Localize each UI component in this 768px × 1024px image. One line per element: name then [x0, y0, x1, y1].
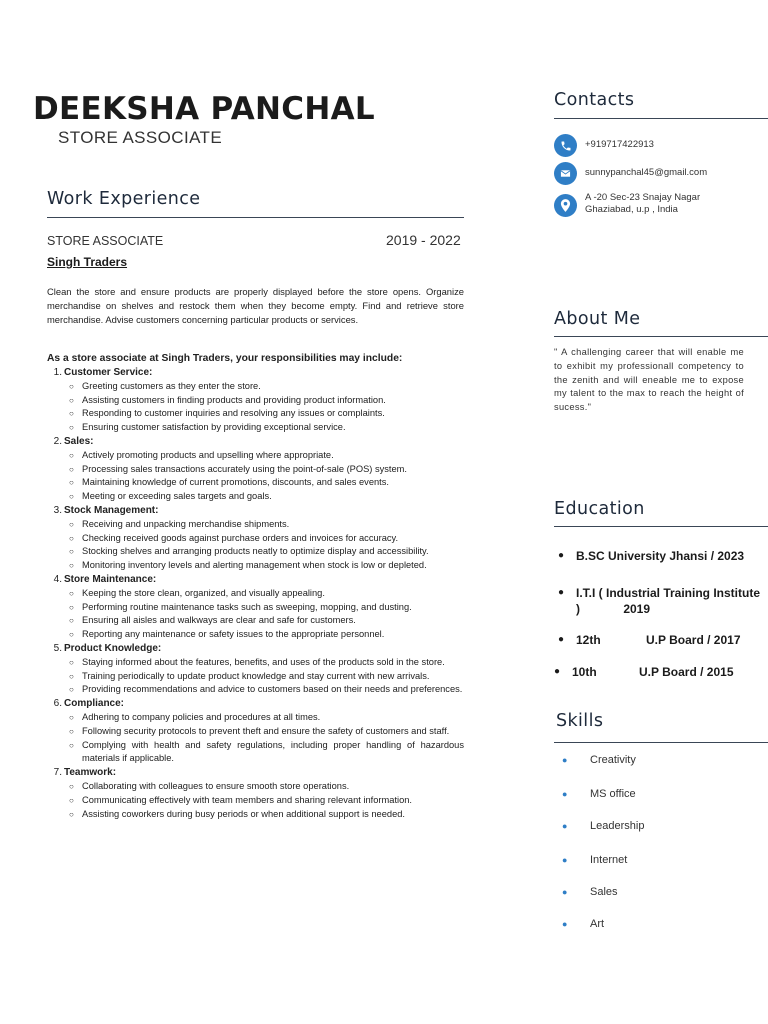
responsibility-item	[47, 394, 464, 408]
responsibility-text: Responding to customer inquiries and resolving any issues or complaints.	[82, 408, 385, 419]
responsibility-item	[47, 808, 464, 822]
responsibility-item	[47, 490, 464, 504]
circle-bullet-icon: ○	[69, 809, 74, 819]
skill-item	[562, 886, 618, 898]
email-address[interactable]: sunnypanchal45@gmail.com	[585, 167, 708, 178]
responsibility-item	[47, 421, 464, 435]
responsibility-item	[47, 725, 464, 739]
skill-name: Sales	[590, 886, 618, 898]
about-line: sucess."	[554, 402, 592, 413]
circle-bullet-icon: ○	[69, 561, 74, 571]
skill-bullet-icon: ●	[562, 855, 568, 865]
work-experience-heading: Work Experience	[47, 189, 201, 209]
about-heading: About Me	[554, 309, 641, 329]
address-text	[585, 192, 700, 215]
education-rule	[554, 526, 768, 527]
responsibility-text: Meeting or exceeding sales targets and goals.	[82, 491, 272, 502]
location-pin-icon	[554, 194, 577, 217]
circle-bullet-icon: ○	[69, 409, 74, 419]
about-rule	[554, 336, 768, 337]
responsibility-category	[47, 435, 464, 449]
skill-bullet-icon: ●	[562, 887, 568, 897]
category-name: Compliance:	[64, 698, 125, 710]
category-number: 6.	[53, 698, 62, 710]
category-number: 1.	[53, 367, 62, 378]
responsibility-item	[47, 380, 464, 394]
responsibility-item	[47, 518, 464, 532]
skill-bullet-icon: ●	[562, 789, 568, 799]
circle-bullet-icon: ○	[69, 630, 74, 640]
responsibility-text: Greeting customers as they enter the store.	[82, 380, 261, 391]
contact-phone	[554, 134, 754, 157]
category-name: Teamwork:	[64, 767, 117, 779]
circle-bullet-icon: ○	[69, 492, 74, 502]
responsibility-text: Checking received goods against purchase orders and invoices for accuracy.	[82, 532, 399, 543]
skill-name: Leadership	[590, 820, 645, 832]
skill-name: Internet	[590, 854, 628, 866]
skill-item	[562, 854, 627, 866]
circle-bullet-icon: ○	[69, 547, 74, 557]
responsibilities-intro: As a store associate at Singh Traders, your responsibilities may include:	[47, 353, 403, 364]
education-item	[558, 632, 764, 648]
circle-bullet-icon: ○	[69, 657, 74, 667]
responsibility-text: Keeping the store clean, organized, and visually appealing.	[82, 587, 325, 598]
responsibility-text: Communicating effectively with team members and sharing relevant information.	[82, 794, 413, 805]
responsibility-text: Ensuring all aisles and walkways are clear and safe for customers.	[82, 615, 356, 626]
responsibility-item	[47, 559, 464, 573]
circle-bullet-icon: ○	[69, 602, 74, 612]
skill-item	[562, 820, 644, 832]
circle-bullet-icon: ○	[69, 423, 74, 433]
circle-bullet-icon: ○	[69, 450, 74, 460]
phone-icon	[554, 134, 577, 157]
responsibility-text: Assisting customers in finding products and providing product information.	[82, 394, 386, 405]
responsibility-category	[47, 697, 464, 711]
circle-bullet-icon: ○	[69, 381, 74, 391]
education-level: 10th	[572, 665, 597, 679]
circle-bullet-icon: ○	[69, 478, 74, 488]
responsibilities	[47, 352, 464, 821]
category-name: Customer Service:	[64, 367, 153, 378]
category-name: Product Knowledge:	[64, 642, 162, 654]
skill-item	[562, 788, 636, 800]
education-degree: B.SC University Jhansi / 2023	[576, 549, 745, 563]
skill-item	[562, 754, 636, 766]
education-board: U.P Board / 2015	[639, 665, 734, 679]
contact-address	[554, 194, 754, 217]
education-item	[554, 664, 760, 680]
responsibility-item	[47, 476, 464, 490]
responsibility-text: Receiving and unpacking merchandise shipments.	[82, 518, 290, 529]
responsibility-item	[47, 739, 464, 767]
skill-name: Art	[590, 918, 605, 930]
responsibility-text: Monitoring inventory levels and alerting management when stock is low or depleted.	[82, 560, 427, 571]
responsibility-category	[47, 366, 464, 380]
circle-bullet-icon: ○	[69, 395, 74, 405]
skills-heading: Skills	[556, 711, 604, 731]
bullet-icon: ●	[558, 634, 565, 645]
about-text	[554, 346, 744, 415]
circle-bullet-icon: ○	[69, 712, 74, 722]
responsibility-item	[47, 601, 464, 615]
responsibility-item	[47, 711, 464, 725]
candidate-name: DEEKSHA PANCHAL	[33, 91, 375, 127]
circle-bullet-icon: ○	[69, 588, 74, 598]
category-name: Sales:	[64, 435, 94, 447]
responsibility-category	[47, 573, 464, 587]
circle-bullet-icon: ○	[69, 740, 74, 750]
skill-item	[562, 918, 604, 930]
responsibility-text: Collaborating with colleagues to ensure smooth store operations.	[82, 780, 350, 791]
education-board: U.P Board / 2017	[646, 633, 741, 647]
responsibility-text: Ensuring customer satisfaction by providing exceptional service.	[82, 422, 346, 433]
education-degree: I.T.I ( Industrial Training Institute	[576, 586, 761, 600]
responsibility-item	[47, 683, 464, 697]
circle-bullet-icon: ○	[69, 616, 74, 626]
responsibility-category	[47, 504, 464, 518]
skill-name: Creativity	[590, 754, 636, 766]
address-line-1: A -20 Sec-23 Snajay Nagar	[585, 192, 701, 203]
responsibility-text: Staying informed about the features, benefits, and uses of the products sold in the store.	[82, 656, 445, 667]
responsibility-text: Stocking shelves and arranging products neatly to optimize display and accessibility.	[82, 546, 429, 557]
circle-bullet-icon: ○	[69, 795, 74, 805]
responsibility-category	[47, 642, 464, 656]
contacts-rule	[554, 118, 768, 119]
responsibility-item	[47, 614, 464, 628]
responsibility-text: Providing recommendations and advice to customers based on their needs and preferences.	[82, 684, 463, 695]
contacts-heading: Contacts	[554, 90, 635, 110]
job-title: STORE ASSOCIATE	[47, 234, 164, 248]
address-line-2: Ghaziabad, u.p , India	[585, 203, 678, 215]
circle-bullet-icon: ○	[69, 781, 74, 791]
responsibility-item	[47, 407, 464, 421]
responsibility-categories	[47, 366, 464, 821]
circle-bullet-icon: ○	[69, 519, 74, 529]
responsibility-text: Assisting coworkers during busy periods or when additional support is needed.	[82, 808, 405, 819]
category-name: Stock Management:	[64, 504, 159, 516]
responsibility-item	[47, 794, 464, 808]
responsibility-item	[47, 628, 464, 642]
skill-bullet-icon: ●	[562, 755, 568, 765]
responsibility-text: Reporting any maintenance or safety issues to the appropriate personnel.	[82, 629, 385, 640]
responsibility-text: Actively promoting products and upselling where appropriate.	[82, 449, 334, 460]
email-icon	[554, 162, 577, 185]
circle-bullet-icon: ○	[69, 685, 74, 695]
circle-bullet-icon: ○	[69, 726, 74, 736]
phone-number[interactable]: +919717422913	[585, 139, 654, 150]
about-line: me to expose my talent to the max to reach the height of	[554, 374, 744, 399]
education-year: ) 2019	[576, 602, 651, 616]
education-level: 12th	[576, 633, 601, 647]
responsibility-item	[47, 545, 464, 559]
responsibility-text: Following security protocols to prevent theft and ensure the safety of customers and staff.	[82, 725, 450, 736]
responsibility-text: Performing routine maintenance tasks such as sweeping, mopping, and dusting.	[82, 601, 412, 612]
job-years: 2019 - 2022	[386, 232, 461, 248]
education-item	[558, 585, 764, 617]
responsibility-item	[47, 780, 464, 794]
category-number: 3.	[53, 504, 62, 516]
job-summary: Clean the store and ensure products are properly displayed before the store opens. Organize merchandise on shelves and restock them when they become empty. Find and retrieve store merchandise. Advise customers concerning particular products or services.	[47, 286, 464, 325]
category-name: Store Maintenance:	[64, 573, 157, 585]
responsibility-text: Processing sales transactions accurately using the point-of-sale (POS) system.	[82, 463, 408, 474]
responsibility-item	[47, 587, 464, 601]
responsibility-item	[47, 449, 464, 463]
circle-bullet-icon: ○	[69, 464, 74, 474]
category-number: 4.	[53, 573, 62, 585]
bullet-icon: ●	[558, 587, 565, 598]
about-line: " A challenging career that will enable me to exhibit my	[554, 347, 744, 371]
education-item	[558, 548, 764, 564]
responsibility-text: Complying with health and safety regulations, including proper handling of hazardous materials if applicable.	[82, 739, 464, 764]
responsibility-text: Maintaining knowledge of current promotions, discounts, and sales events.	[82, 477, 389, 488]
responsibility-item	[47, 656, 464, 670]
responsibility-text: Training periodically to update product knowledge and stay current with new arrivals.	[82, 670, 430, 681]
category-number: 7.	[53, 767, 62, 779]
responsibility-text: Adhering to company policies and procedures at all times.	[82, 711, 321, 722]
contact-email	[554, 162, 754, 185]
about-line: professionall competency to the zenith and will eneable	[554, 360, 744, 385]
category-number: 5.	[53, 642, 62, 654]
skills-rule	[554, 742, 768, 743]
skill-name: MS office	[590, 788, 636, 800]
responsibility-category	[47, 766, 464, 780]
circle-bullet-icon: ○	[69, 533, 74, 543]
category-number: 2.	[53, 435, 62, 447]
skill-bullet-icon: ●	[562, 821, 568, 831]
responsibility-item	[47, 532, 464, 546]
work-experience-rule	[47, 217, 464, 218]
company-name: Singh Traders	[47, 255, 128, 269]
candidate-role: STORE ASSOCIATE	[58, 128, 223, 147]
bullet-icon: ●	[554, 666, 561, 677]
responsibility-item	[47, 670, 464, 684]
skill-bullet-icon: ●	[562, 919, 568, 929]
circle-bullet-icon: ○	[69, 671, 74, 681]
bullet-icon: ●	[558, 550, 565, 561]
responsibility-item	[47, 463, 464, 477]
education-heading: Education	[554, 499, 645, 519]
